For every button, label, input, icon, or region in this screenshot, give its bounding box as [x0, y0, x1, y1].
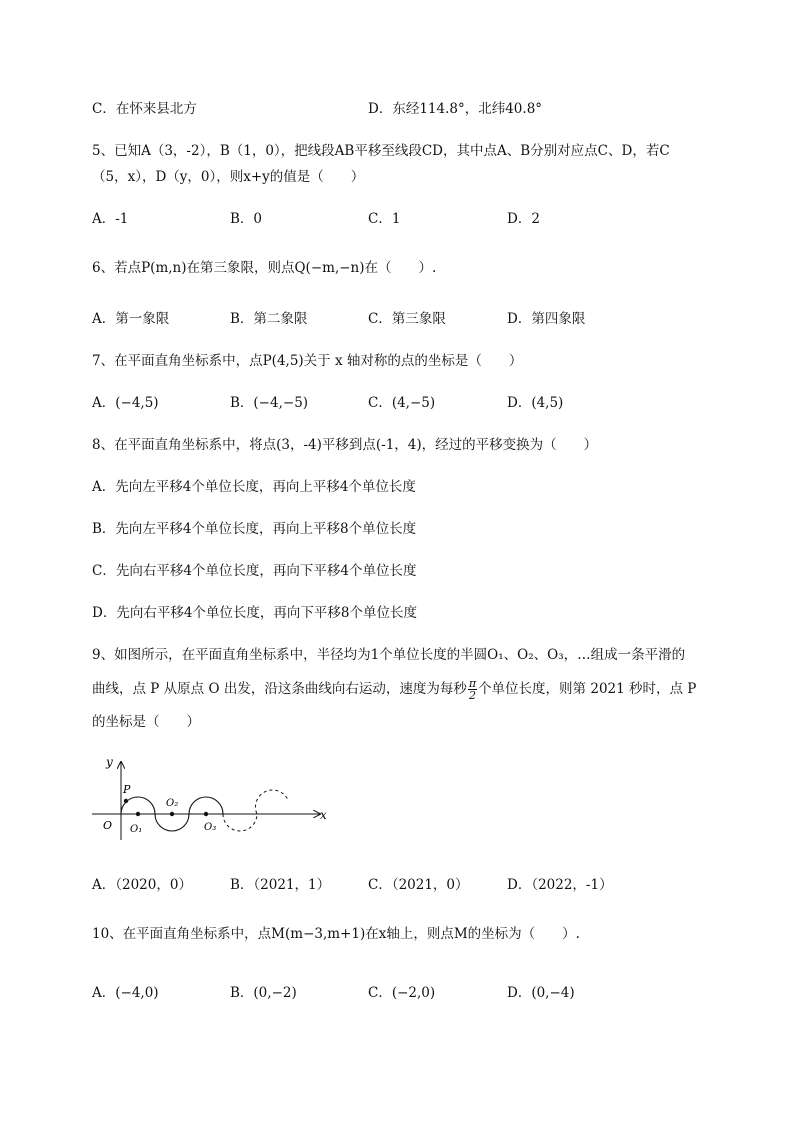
q9-option-a: A．（2020，0） [92, 877, 192, 893]
q6-stem: 6、若点P(m,n)在第三象限，则点Q(−m,−n)在（ ）. [92, 260, 437, 276]
label-o3: O₃ [204, 822, 217, 833]
q8-option-b: B．先向左平移4个单位长度，再向上平移8个单位长度 [92, 521, 417, 537]
point-o2 [170, 812, 174, 816]
q6-option-a: A．第一象限 [92, 311, 170, 327]
q6-option-d: D．第四象限 [507, 311, 586, 327]
q10-stem: 10、在平面直角坐标系中，点M(m−3,m+1)在x轴上，则点M的坐标为（ ）. [92, 926, 580, 942]
q5-stem-line1: 5、已知A（3，-2），B（1，0），把线段AB平移至线段CD，其中点A、B分别对应点C、D，若C [92, 143, 670, 159]
point-o1 [136, 812, 140, 816]
fraction-numerator: π [468, 677, 477, 690]
q9-stem-line2-b: 个单位长度，则第 2021 秒时，点 P [478, 681, 697, 697]
q7-option-a: A．(−4,5) [92, 395, 159, 411]
label-y: y [106, 755, 113, 769]
label-o2: O₂ [166, 798, 179, 809]
q8-stem: 8、在平面直角坐标系中，将点(3，-4)平移到点(-1，4)，经过的平移变换为（ ） [92, 437, 598, 453]
q5-stem-line2: （5，x），D（y，0），则x+y的值是（ ） [92, 169, 365, 185]
q5-option-a: A．-1 [92, 211, 129, 227]
q4-option-c: C．在怀来县北方 [92, 101, 197, 117]
q10-option-b: B．(0,−2) [230, 985, 297, 1001]
q7-option-c: C．(4,−5) [368, 395, 436, 411]
q5-option-b: B．0 [230, 211, 263, 227]
q9-option-b: B．（2021，1） [230, 877, 331, 893]
q7-option-b: B．(−4,−5) [230, 395, 309, 411]
q7-option-d: D．(4,5) [507, 395, 564, 411]
q5-option-c: C．1 [368, 211, 401, 227]
q8-option-a: A．先向左平移4个单位长度，再向上平移4个单位长度 [92, 479, 416, 495]
semicircle-curve-figure [88, 752, 348, 844]
label-o1: O₁ [130, 824, 143, 835]
q9-stem-line3: 的坐标是（ ） [92, 714, 200, 730]
q9-stem-line2-a: 曲线，点 P 从原点 O 出发，沿这条曲线向右运动，速度为每秒 [92, 681, 467, 697]
q9-stem-line2 [92, 678, 696, 701]
q10-option-d: D．(0,−4) [507, 985, 575, 1001]
label-p: P [123, 783, 131, 796]
dashed-continuation [223, 790, 288, 831]
fraction-denominator: 2 [468, 689, 476, 702]
q10-option-c: C．(−2,0) [368, 985, 436, 1001]
label-x: x [320, 808, 327, 822]
semicircle-o2 [155, 814, 189, 831]
speed-fraction [468, 678, 477, 701]
q10-option-a: A．(−4,0) [92, 985, 159, 1001]
q8-option-c: C．先向右平移4个单位长度，再向下平移4个单位长度 [92, 563, 417, 579]
q9-option-d: D．（2022，-1） [507, 877, 613, 893]
q9-option-c: C．（2021，0） [368, 877, 469, 893]
point-o3 [204, 812, 208, 816]
q8-option-d: D．先向右平移4个单位长度，再向下平移8个单位长度 [92, 605, 418, 621]
q4-option-d: D．东经114.8°，北纬40.8° [368, 101, 543, 117]
q6-option-b: B．第二象限 [230, 311, 308, 327]
q7-stem: 7、在平面直角坐标系中，点P(4,5)关于 x 轴对称的点的坐标是（ ） [92, 353, 523, 369]
q6-option-c: C．第三象限 [368, 311, 446, 327]
q9-stem-line1: 9、如图所示，在平面直角坐标系中，半径均为1个单位长度的半圆O₁、O₂、O₃，…组成一条平滑的 [92, 647, 686, 663]
semicircle-o3 [189, 797, 223, 814]
label-o: O [103, 819, 113, 832]
point-p [124, 799, 128, 803]
q5-option-d: D．2 [507, 211, 540, 227]
